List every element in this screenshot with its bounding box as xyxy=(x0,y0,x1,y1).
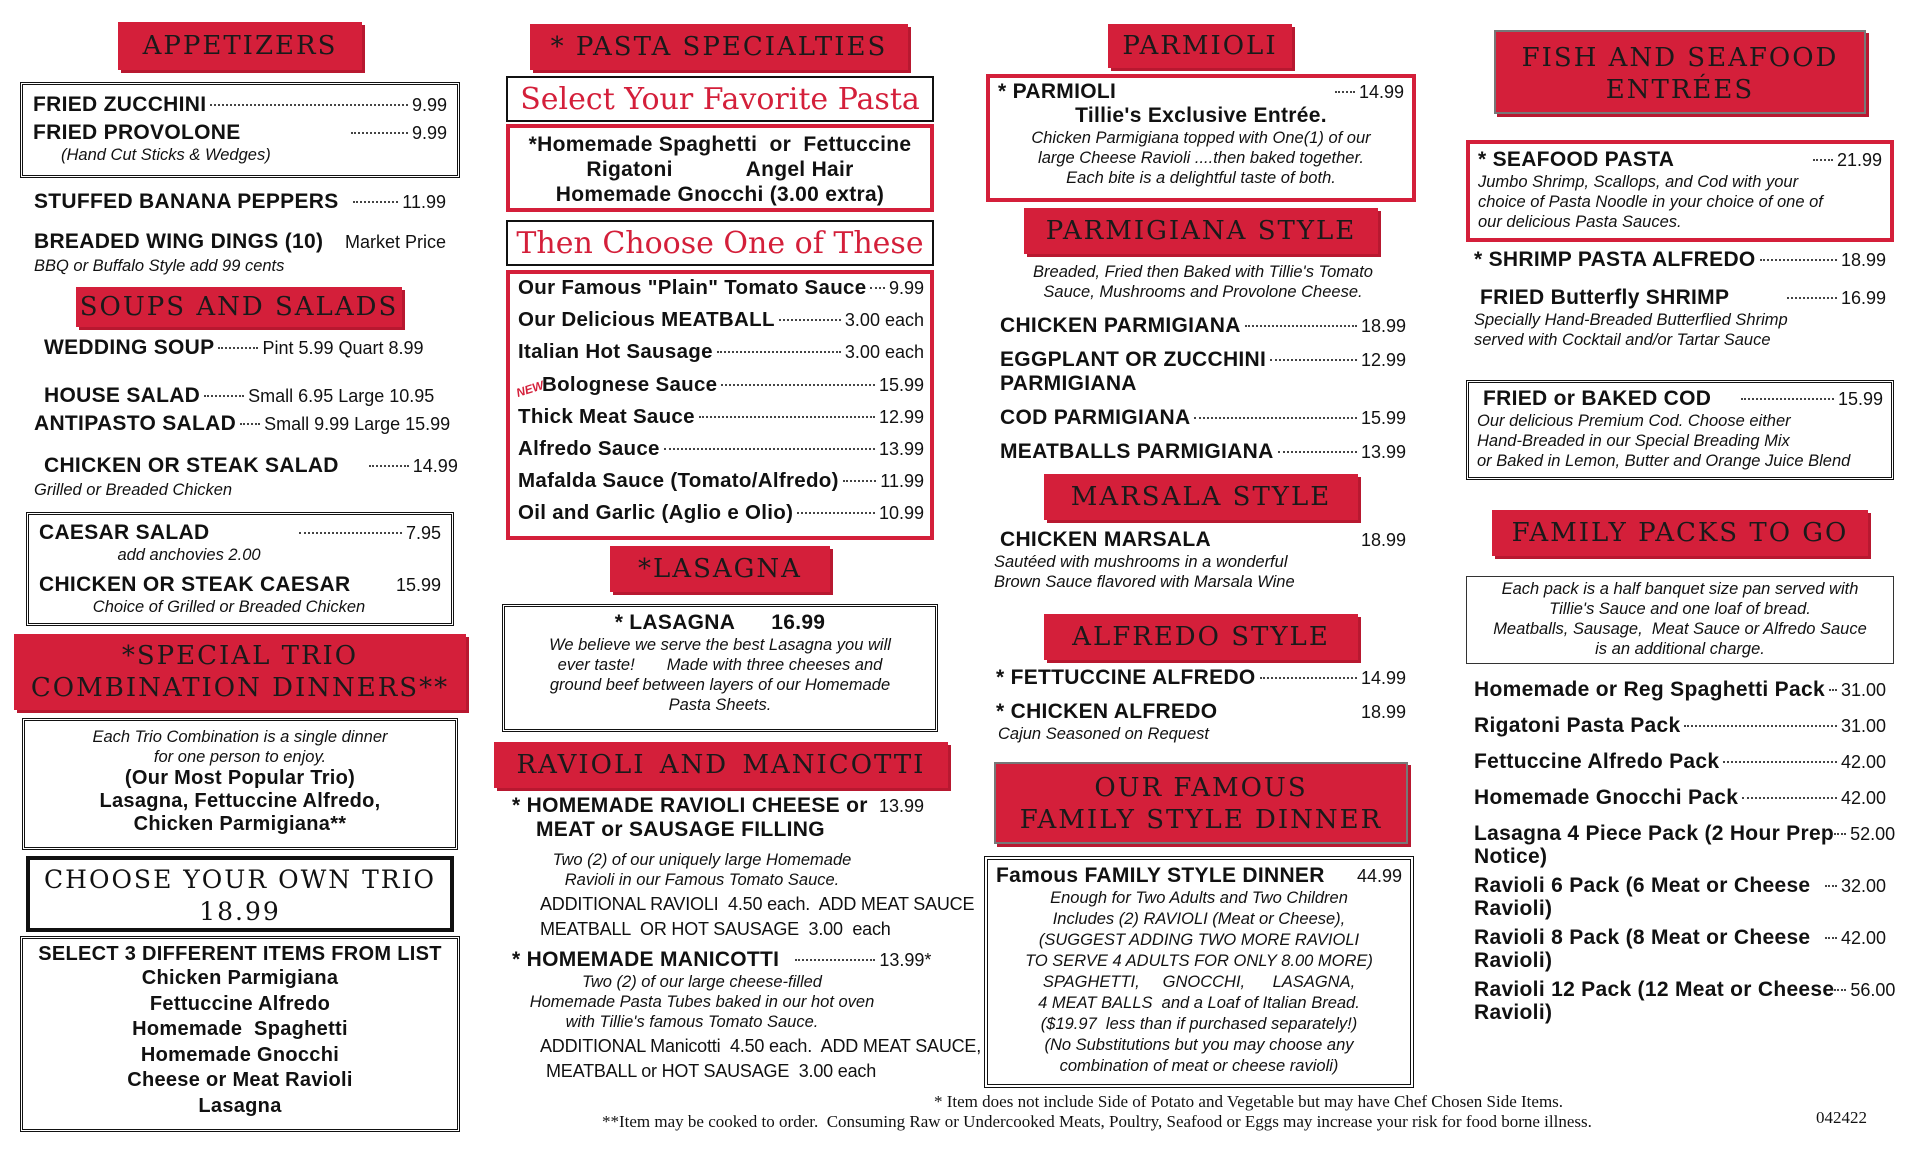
leader-dots xyxy=(351,132,408,134)
item-name: * SHRIMP PASTA ALFREDO xyxy=(1474,248,1756,271)
leader-dots xyxy=(1723,761,1837,763)
item-name: HOUSE SALAD xyxy=(44,384,201,407)
pasta-choice: Homemade Gnocchi (3.00 extra) xyxy=(555,183,885,206)
item-note: (Hand Cut Sticks & Wedges) xyxy=(61,146,271,164)
menu-item xyxy=(1474,926,1886,950)
marsala-section xyxy=(994,528,1406,592)
item-name: * FETTUCCINE ALFREDO xyxy=(996,666,1256,689)
item-price: 9.99 xyxy=(411,123,447,143)
item-desc: Homemade Pasta Tubes baked in our hot oven xyxy=(529,993,875,1011)
leader-dots xyxy=(369,465,409,467)
list-item xyxy=(1474,786,1886,810)
item-price: 21.99 xyxy=(1836,150,1882,170)
appetizers-banner: APPETIZERS xyxy=(118,22,362,70)
menu-item xyxy=(518,501,924,533)
item-desc: choice of Pasta Noodle in your choice of one of xyxy=(1478,193,1823,211)
item-price: Pint 5.99 Quart 8.99 xyxy=(262,338,424,358)
trio-desc: for one person to enjoy. xyxy=(153,748,327,766)
item-price: 12.99 xyxy=(878,406,924,427)
family-dinner-line: 4 MEAT BALLS and a Loaf of Italian Bread. xyxy=(1038,994,1360,1012)
sauce-box xyxy=(506,270,934,540)
item-desc: Our delicious Premium Cod. Choose either xyxy=(1477,412,1791,430)
item-price: 14.99 xyxy=(1360,668,1406,688)
seafood-section xyxy=(1474,248,1886,350)
alfredo-section xyxy=(996,666,1406,744)
menu-code: 042422 xyxy=(1816,1108,1867,1127)
item-price: 11.99 xyxy=(402,192,446,212)
item-name: FRIED or BAKED COD xyxy=(1483,387,1712,410)
item-name: Italian Hot Sausage xyxy=(518,340,713,364)
item-name: Ravioli 6 Pack (6 Meat or Cheese xyxy=(1474,874,1811,897)
leader-dots xyxy=(1245,325,1357,327)
menu-item xyxy=(1474,248,1886,272)
trio-list-title: SELECT 3 DIFFERENT ITEMS FROM LIST xyxy=(38,943,442,965)
item-price: 13.99* xyxy=(879,950,932,970)
leader-dots xyxy=(1270,359,1357,361)
trio-popular-items: Chicken Parmigiana** xyxy=(133,813,347,835)
item-name: * CHICKEN ALFREDO xyxy=(996,700,1218,723)
packs-desc: Meatballs, Sausage, Meat Sauce or Alfredo Sauce xyxy=(1493,620,1867,638)
trio-desc: Each Trio Combination is a single dinner xyxy=(92,728,388,746)
item-desc: Ravioli in our Famous Tomato Sauce. xyxy=(564,871,840,889)
family-dinner-line: ($19.97 less than if purchased separately!) xyxy=(1040,1015,1358,1033)
item-name: Bolognese Sauce xyxy=(542,372,718,396)
item-desc: ever taste! Made with three cheeses and xyxy=(557,656,883,674)
item-add: ADDITIONAL Manicotti 4.50 each. ADD MEAT SAUCE, xyxy=(540,1036,982,1056)
item-price: Small 9.99 Large 15.99 xyxy=(264,414,451,434)
item-price: 9.99 xyxy=(411,95,447,115)
seafood-pasta-box xyxy=(1466,140,1894,242)
trio-list-item: Cheese or Meat Ravioli xyxy=(127,1069,353,1091)
menu-item xyxy=(1474,822,1896,846)
item-desc: served with Cocktail and/or Tartar Sauce xyxy=(1474,331,1771,349)
leader-dots xyxy=(353,201,399,203)
choose-sauce-header: Then Choose One of These xyxy=(506,220,934,266)
leader-dots xyxy=(218,347,258,349)
leader-dots xyxy=(721,384,875,386)
item-name: FRIED Butterfly SHRIMP xyxy=(1480,286,1730,309)
item-add: MEATBALL or HOT SAUSAGE 3.00 each xyxy=(546,1061,877,1081)
item-desc: large Cheese Ravioli ....then baked together. xyxy=(1038,149,1364,167)
item-price: 44.99 xyxy=(1356,866,1402,886)
menu-item xyxy=(33,93,447,117)
item-desc: Hand-Breaded in our Special Breading Mix xyxy=(1477,432,1790,450)
item-name: Ravioli 12 Pack (12 Meat or Cheese xyxy=(1474,978,1835,1001)
leader-dots xyxy=(210,104,408,106)
trio-list-item: Homemade Gnocchi xyxy=(140,1043,340,1066)
leader-dots xyxy=(1260,677,1357,679)
menu-item xyxy=(996,864,1402,888)
item-desc: or Baked in Lemon, Butter and Orange Juice Blend xyxy=(1477,452,1851,470)
menu-item xyxy=(44,336,446,360)
new-badge: NEW xyxy=(514,378,546,400)
item-name: Lasagna 4 Piece Pack (2 Hour Prep xyxy=(1474,822,1835,845)
menu-item xyxy=(1474,286,1886,310)
alfredo-banner: ALFREDO STYLE xyxy=(1044,614,1358,660)
pasta-choices-box xyxy=(506,124,934,212)
item-desc: Jumbo Shrimp, Scallops, and Cod with your xyxy=(1478,173,1799,191)
item-price: 42.00 xyxy=(1840,788,1886,808)
ravioli-banner: RAVIOLI AND MANICOTTI xyxy=(494,742,948,788)
item-price: 42.00 xyxy=(1840,928,1886,948)
family-dinner-line: Enough for Two Adults and Two Children xyxy=(1050,889,1348,907)
family-dinner-line: combination of meat or cheese ravioli) xyxy=(1059,1057,1339,1075)
item-name: Our Delicious MEATBALL xyxy=(518,308,775,332)
list-item xyxy=(1474,978,1896,1024)
menu-item xyxy=(44,384,446,408)
menu-item xyxy=(34,412,451,436)
list-item xyxy=(1474,678,1886,702)
item-note: Cajun Seasoned on Request xyxy=(998,725,1209,743)
leader-dots xyxy=(664,448,875,450)
item-name: WEDDING SOUP xyxy=(44,336,215,359)
item-name: COD PARMIGIANA xyxy=(1000,406,1191,429)
item-price: 15.99 xyxy=(878,374,924,395)
item-name: BREADED WING DINGS (10) xyxy=(34,230,324,253)
menu-item xyxy=(1000,440,1406,464)
family-dinner-title-1: OUR FAMOUS xyxy=(1094,773,1308,803)
parmigiana-banner: PARMIGIANA STYLE xyxy=(1024,208,1378,254)
leader-dots xyxy=(699,416,875,418)
item-note: Choice of Grilled or Breaded Chicken xyxy=(92,598,366,616)
trio-list-box xyxy=(20,936,460,1132)
family-packs-desc-box xyxy=(1466,576,1894,664)
appetizers-box xyxy=(20,82,460,178)
soups-banner: SOUPS AND SALADS xyxy=(76,287,402,327)
item-name: CHICKEN PARMIGIANA xyxy=(1000,314,1241,337)
item-name: CAESAR SALAD xyxy=(39,521,210,544)
item-name: CHICKEN OR STEAK CAESAR xyxy=(39,573,351,596)
family-dinner-line: SPAGHETTI, GNOCCHI, LASAGNA, xyxy=(1042,973,1356,991)
menu-item xyxy=(518,405,924,437)
pasta-banner: * PASTA SPECIALTIES xyxy=(530,24,908,70)
footer-note-2: **Item may be cooked to order. Consuming Raw or Undercooked Meats, Poultry, Seafood or Eggs may increase your risk for food borne illness. xyxy=(602,1112,1592,1131)
menu-item xyxy=(518,340,924,372)
item-price: 14.99 xyxy=(1358,82,1404,102)
menu-item xyxy=(1000,314,1406,338)
list-item xyxy=(1474,926,1886,972)
menu-item xyxy=(34,190,446,214)
list-item xyxy=(1474,874,1886,920)
leader-dots xyxy=(1684,725,1837,727)
menu-item xyxy=(518,373,924,405)
item-name-cont: Ravioli) xyxy=(1474,897,1553,920)
lasagna-box xyxy=(502,604,938,732)
item-name: MEATBALLS PARMIGIANA xyxy=(1000,440,1274,463)
footer-note-1: * Item does not include Side of Potato and Vegetable but may have Chef Chosen Side Items. xyxy=(934,1092,1564,1111)
trio-popular-box xyxy=(22,718,458,850)
parmioli-box xyxy=(986,74,1416,202)
item-desc: Brown Sauce flavored with Marsala Wine xyxy=(994,573,1295,591)
leader-dots xyxy=(1760,259,1837,261)
item-name: Homemade or Reg Spaghetti Pack xyxy=(1474,678,1825,701)
item-desc: Sauce, Mushrooms and Provolone Cheese. xyxy=(1043,283,1363,301)
item-name: Oil and Garlic (Aglio e Olio) xyxy=(518,501,794,525)
menu-item xyxy=(998,80,1404,104)
leader-dots xyxy=(1834,833,1846,835)
family-dinner-lines xyxy=(996,888,1402,1077)
leader-dots xyxy=(240,423,260,425)
leader-dots xyxy=(1834,989,1846,991)
item-desc: Specially Hand-Breaded Butterflied Shrimp xyxy=(1474,311,1788,329)
item-name: Famous FAMILY STYLE DINNER xyxy=(996,864,1325,887)
choose-trio-box xyxy=(26,856,454,932)
family-dinner-line: (No Substitutions but you may choose any xyxy=(1044,1036,1354,1054)
trio-title-2: COMBINATION DINNERS** xyxy=(30,673,450,703)
caesar-box xyxy=(26,512,454,626)
item-name: FRIED ZUCCHINI xyxy=(33,93,207,116)
item-name: Mafalda Sauce (Tomato/Alfredo) xyxy=(518,469,839,493)
menu-item xyxy=(1000,406,1406,430)
item-price: 9.99 xyxy=(888,278,924,298)
menu-item xyxy=(1000,348,1406,372)
menu-item xyxy=(512,948,932,972)
item-name: MEAT or SAUSAGE FILLING xyxy=(536,818,825,841)
item-price: 56.00 xyxy=(1850,980,1896,1000)
menu-item xyxy=(512,794,932,818)
item-price: Small 6.95 Large 10.95 xyxy=(248,386,435,406)
leader-dots xyxy=(1825,885,1837,887)
item-desc: with Tillie's famous Tomato Sauce. xyxy=(565,1013,819,1031)
item-desc: Two (2) of our uniquely large Homemade xyxy=(552,851,852,869)
trio-list-item: Lasagna xyxy=(198,1094,282,1117)
pasta-choice: *Homemade Spaghetti or Fettuccine xyxy=(528,133,912,156)
item-price: 14.99 xyxy=(412,456,458,476)
list-item xyxy=(1474,714,1886,738)
leader-dots xyxy=(1829,689,1837,691)
family-packs-list xyxy=(1474,678,1896,1030)
item-name-cont: Ravioli) xyxy=(1474,1001,1553,1024)
seafood-title-2: ENTRÉES xyxy=(1605,75,1755,105)
item-price: 31.00 xyxy=(1840,716,1886,736)
item-price: 11.99 xyxy=(880,471,924,492)
item-price: 18.99 xyxy=(1840,250,1886,270)
menu-item xyxy=(44,454,458,478)
menu-item xyxy=(34,230,446,254)
item-name: CHICKEN MARSALA xyxy=(1000,528,1211,551)
leader-dots xyxy=(299,532,402,534)
item-price: 18.99 xyxy=(1360,530,1406,550)
seafood-banner xyxy=(1494,30,1866,114)
seafood-title-1: FISH AND SEAFOOD xyxy=(1521,43,1839,73)
leader-dots xyxy=(1825,937,1837,939)
sauce-list xyxy=(518,276,924,534)
ravioli-section xyxy=(512,794,982,1082)
item-name: Rigatoni Pasta Pack xyxy=(1474,714,1681,737)
menu-item xyxy=(513,611,927,635)
item-desc: our delicious Pasta Sauces. xyxy=(1478,213,1682,231)
item-name: ANTIPASTO SALAD xyxy=(34,412,237,435)
family-dinner-title-2: FAMILY STYLE DINNER xyxy=(1019,805,1383,835)
leader-dots xyxy=(1787,297,1837,299)
packs-desc: is an additional charge. xyxy=(1595,640,1765,658)
choose-trio-price: 18.99 xyxy=(199,897,281,926)
item-price: 18.99 xyxy=(1360,702,1406,722)
leader-dots xyxy=(779,319,841,321)
item-price: 15.99 xyxy=(395,575,441,595)
menu-item xyxy=(39,573,441,597)
leader-dots xyxy=(717,351,841,353)
lasagna-banner: *LASAGNA xyxy=(610,546,830,592)
item-price: 13.99 xyxy=(1360,442,1406,462)
family-dinner-line: Includes (2) RAVIOLI (Meat or Cheese), xyxy=(1052,910,1346,928)
choose-trio-title: CHOOSE YOUR OWN TRIO xyxy=(44,865,436,894)
item-desc: ground beef between layers of our Homemade xyxy=(549,676,891,694)
leader-dots xyxy=(1813,159,1833,161)
item-price: 13.99 xyxy=(878,438,924,459)
menu-item xyxy=(1474,786,1886,810)
menu-item xyxy=(1478,148,1882,172)
pasta-choice: Rigatoni Angel Hair xyxy=(586,158,854,181)
item-note: add anchovies 2.00 xyxy=(117,546,261,564)
item-price: 16.99 xyxy=(1840,288,1886,308)
item-desc: Two (2) of our large cheese-filled xyxy=(582,973,822,991)
leader-dots xyxy=(1278,451,1357,453)
menu-item xyxy=(1474,678,1886,702)
family-packs-banner: FAMILY PACKS TO GO xyxy=(1492,510,1868,556)
item-name: Ravioli 8 Pack (8 Meat or Cheese xyxy=(1474,926,1811,949)
leader-dots xyxy=(204,395,244,397)
item-name: * PARMIOLI xyxy=(998,80,1117,103)
family-dinner-banner xyxy=(994,762,1408,844)
trio-title-1: *SPECIAL TRIO xyxy=(121,641,359,671)
item-name: * SEAFOOD PASTA xyxy=(1478,148,1675,171)
item-price: 16.99 xyxy=(771,611,826,634)
leader-dots xyxy=(797,512,875,514)
item-price: 3.00 each xyxy=(844,310,924,331)
item-desc: Each bite is a delightful taste of both. xyxy=(1066,169,1336,187)
menu-item xyxy=(33,121,447,145)
menu-item xyxy=(39,521,441,545)
item-name: Our Famous "Plain" Tomato Sauce xyxy=(518,276,867,299)
trio-list-item: Homemade Spaghetti xyxy=(132,1018,348,1040)
item-desc: Breaded, Fried then Baked with Tillie's Tomato xyxy=(1033,263,1373,281)
item-note: BBQ or Buffalo Style add 99 cents xyxy=(34,257,285,275)
item-name-cont: Ravioli) xyxy=(1474,949,1553,972)
item-add: ADDITIONAL RAVIOLI 4.50 each. ADD MEAT SAUCE xyxy=(540,894,975,914)
family-dinner-line: (SUGGEST ADDING TWO MORE RAVIOLI xyxy=(1038,931,1360,949)
menu-item xyxy=(996,666,1406,690)
item-note: Grilled or Breaded Chicken xyxy=(34,481,233,499)
trio-list-item: Chicken Parmigiana xyxy=(141,967,339,989)
leader-dots xyxy=(795,959,875,961)
leader-dots xyxy=(1742,797,1837,799)
item-name: * HOMEMADE MANICOTTI xyxy=(512,948,780,971)
trio-banner xyxy=(14,634,466,710)
select-pasta-header: Select Your Favorite Pasta xyxy=(506,76,934,122)
parmigiana-section xyxy=(1000,262,1406,464)
item-price: 3.00 each xyxy=(844,342,924,363)
menu-item xyxy=(518,308,924,340)
trio-list-item: Fettuccine Alfredo xyxy=(149,992,331,1015)
item-price: 13.99 xyxy=(878,796,924,816)
item-subtitle: Tillie's Exclusive Entrée. xyxy=(1075,104,1327,127)
menu-item xyxy=(518,276,924,308)
item-name: FRIED PROVOLONE xyxy=(33,121,241,144)
menu-item xyxy=(996,700,1406,724)
leader-dots xyxy=(1741,398,1834,400)
menu-item xyxy=(1000,528,1406,552)
item-name: EGGPLANT OR ZUCCHINI xyxy=(1000,348,1267,371)
item-desc: Chicken Parmigiana topped with One(1) of our xyxy=(1031,129,1371,147)
trio-list xyxy=(29,966,451,1119)
item-price: 10.99 xyxy=(878,503,924,524)
item-price: 32.00 xyxy=(1840,876,1886,896)
item-name: PARMIGIANA xyxy=(1000,372,1137,395)
menu-item xyxy=(1474,874,1886,898)
family-dinner-box xyxy=(984,856,1414,1088)
marsala-banner: MARSALA STYLE xyxy=(1044,474,1358,520)
item-price: 31.00 xyxy=(1840,680,1886,700)
item-desc: Sautéed with mushrooms in a wonderful xyxy=(994,553,1288,571)
menu-item xyxy=(1474,714,1886,738)
item-price: 15.99 xyxy=(1837,389,1883,409)
item-desc: Pasta Sheets. xyxy=(668,696,772,714)
item-price: 52.00 xyxy=(1850,824,1896,844)
menu-item xyxy=(518,469,924,501)
item-name: * LASAGNA xyxy=(614,611,736,634)
list-item xyxy=(1474,750,1886,774)
item-desc: We believe we serve the best Lasagna you will xyxy=(549,636,891,654)
item-price: 7.95 xyxy=(405,523,441,543)
cod-box xyxy=(1466,380,1894,480)
item-name-cont: Notice) xyxy=(1474,845,1548,868)
item-name: Homemade Gnocchi Pack xyxy=(1474,786,1739,809)
leader-dots xyxy=(870,287,885,289)
item-name: Thick Meat Sauce xyxy=(518,404,695,428)
leader-dots xyxy=(1194,417,1356,419)
item-name: Alfredo Sauce xyxy=(518,436,660,460)
menu-item xyxy=(1474,978,1896,1002)
leader-dots xyxy=(1335,91,1355,93)
item-price: 18.99 xyxy=(1360,316,1406,336)
item-price: 15.99 xyxy=(1360,408,1406,428)
packs-desc: Each pack is a half banquet size pan served with xyxy=(1501,580,1859,598)
item-price: Market Price xyxy=(344,232,446,252)
trio-popular-items: Lasagna, Fettuccine Alfredo, xyxy=(99,790,381,812)
item-add: MEATBALL OR HOT SAUSAGE 3.00 each xyxy=(540,919,891,939)
item-name: * HOMEMADE RAVIOLI CHEESE or xyxy=(512,794,868,817)
trio-popular-label: (Our Most Popular Trio) xyxy=(124,767,356,789)
packs-desc: Tillie's Sauce and one loaf of bread. xyxy=(1549,600,1811,618)
menu-item xyxy=(518,437,924,469)
parmioli-banner: PARMIOLI xyxy=(1108,24,1292,68)
menu-item xyxy=(1474,750,1886,774)
list-item xyxy=(1474,822,1896,868)
item-price: 12.99 xyxy=(1360,350,1406,370)
leader-dots xyxy=(843,480,877,482)
item-name: STUFFED BANANA PEPPERS xyxy=(34,190,339,213)
item-name: Fettuccine Alfredo Pack xyxy=(1474,750,1720,773)
menu-item xyxy=(1477,387,1883,411)
item-name: CHICKEN OR STEAK SALAD xyxy=(44,454,339,477)
item-price: 42.00 xyxy=(1840,752,1886,772)
family-dinner-line: TO SERVE 4 ADULTS FOR ONLY 8.00 MORE) xyxy=(1025,952,1373,970)
